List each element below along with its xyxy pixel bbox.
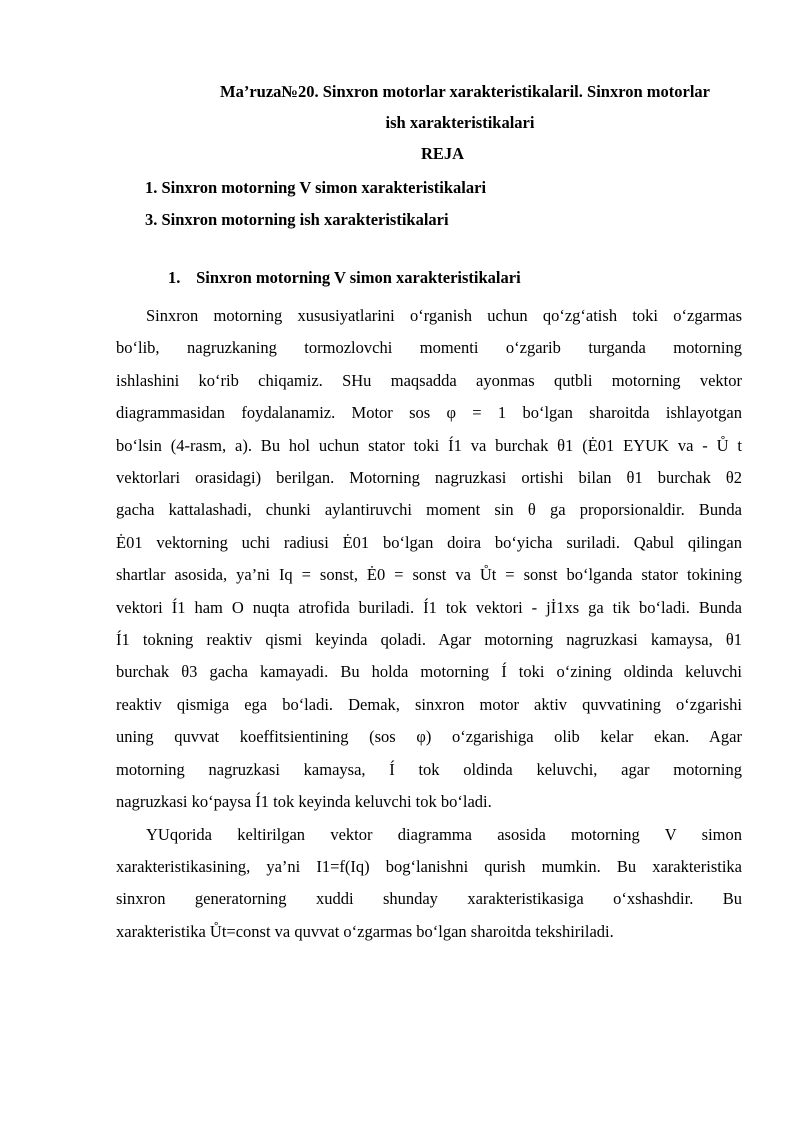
- text-line: motorning nagruzkasi kamaysa, Í tok oldinda keluvchi, agar motorning: [116, 759, 742, 779]
- plan-list: [145, 172, 486, 236]
- text-line: Ė01 vektorning uchi radiusi Ė01 bo‘lgan doira bo‘yicha suriladi. Qabul qilingan: [116, 532, 742, 552]
- text-line: burchak θ3 gacha kamayadi. Bu holda motorning Í toki o‘zining oldinda keluvchi: [116, 662, 742, 682]
- plan-heading: REJA: [420, 144, 465, 163]
- title-line-2: ish xarakteristikalari: [385, 113, 535, 132]
- body-text: [116, 300, 742, 948]
- text-line: diagrammasidan foydalanamiz. Motor sos φ = 1 bo‘lgan sharoitda ishlayotgan: [116, 403, 742, 423]
- plan-item: 1. Sinxron motorning V simon xarakteristikalari: [145, 178, 487, 197]
- section-title: Sinxron motorning V simon xarakteristikalari: [196, 268, 521, 287]
- text-line: xarakteristika Ůt=const va quvvat o‘zgarmas bo‘lgan sharoitda tekshiriladi.: [116, 921, 614, 941]
- paragraph-1: [116, 300, 742, 819]
- text-line: vektori Í1 ham O nuqta atrofida buriladi. Í1 tok vektori - jİ1xs ga tik bo‘ladi. Bunda: [116, 597, 742, 617]
- text-line: sinxron generatorning xuddi shunday xarakteristikasiga o‘xshashdir. Bu: [116, 889, 742, 909]
- text-line: gacha kattalashadi, chunki aylantiruvchi moment sin θ ga proporsionaldir. Bunda: [116, 500, 742, 520]
- text-line: Í1 tokning reaktiv qismi keyinda qoladi. Agar motorning nagruzkasi kamaysa, θ1: [116, 630, 742, 650]
- text-line: bo‘lib, nagruzkaning tormozlovchi momenti o‘zgarib turganda motorning: [116, 338, 742, 358]
- paragraph-2: [116, 819, 742, 949]
- section-heading: [168, 268, 521, 288]
- text-line: YUqorida keltirilgan vektor diagramma asosida motorning V simon: [146, 824, 742, 844]
- text-line: vektorlari orasidagi) berilgan. Motorning nagruzkasi ortishi bilan θ1 burchak θ2: [116, 468, 742, 488]
- lecture-title: [150, 76, 770, 138]
- text-line: uning quvvat koeffitsientining (sos φ) o‘zgarishiga olib kelar ekan. Agar: [116, 727, 742, 747]
- text-line: shartlar asosida, ya’ni Iq = sonst, Ė0 = sonst va Ůt = sonst bo‘lganda stator tokining: [116, 565, 742, 585]
- section-number: 1.: [168, 268, 181, 287]
- text-line: bo‘lsin (4-rasm, a). Bu hol uchun stator toki Í1 va burchak θ1 (Ė01 EYUK va - Ů t: [116, 435, 742, 455]
- title-line-1: Ma’ruza№20. Sinxron motorlar xarakteristikalaril. Sinxron motorlar: [220, 82, 710, 101]
- text-line: ishlashini ko‘rib chiqamiz. SHu maqsadda ayonmas qutbli motorning vektor: [116, 370, 742, 390]
- text-line: reaktiv qismiga ega bo‘ladi. Demak, sinxron motor aktiv quvvatining o‘zgarishi: [116, 694, 742, 714]
- text-line: Sinxron motorning xususiyatlarini o‘rganish uchun qo‘zg‘atish toki o‘zgarmas: [146, 306, 742, 325]
- text-line: nagruzkasi ko‘paysa Í1 tok keyinda keluvchi tok bo‘ladi.: [116, 792, 492, 812]
- text-line: xarakteristikasining, ya’ni I1=f(Iq) bog‘lanishni qurish mumkin. Bu xarakteristika: [116, 856, 742, 876]
- plan-item: 3. Sinxron motorning ish xarakteristikalari: [145, 210, 449, 229]
